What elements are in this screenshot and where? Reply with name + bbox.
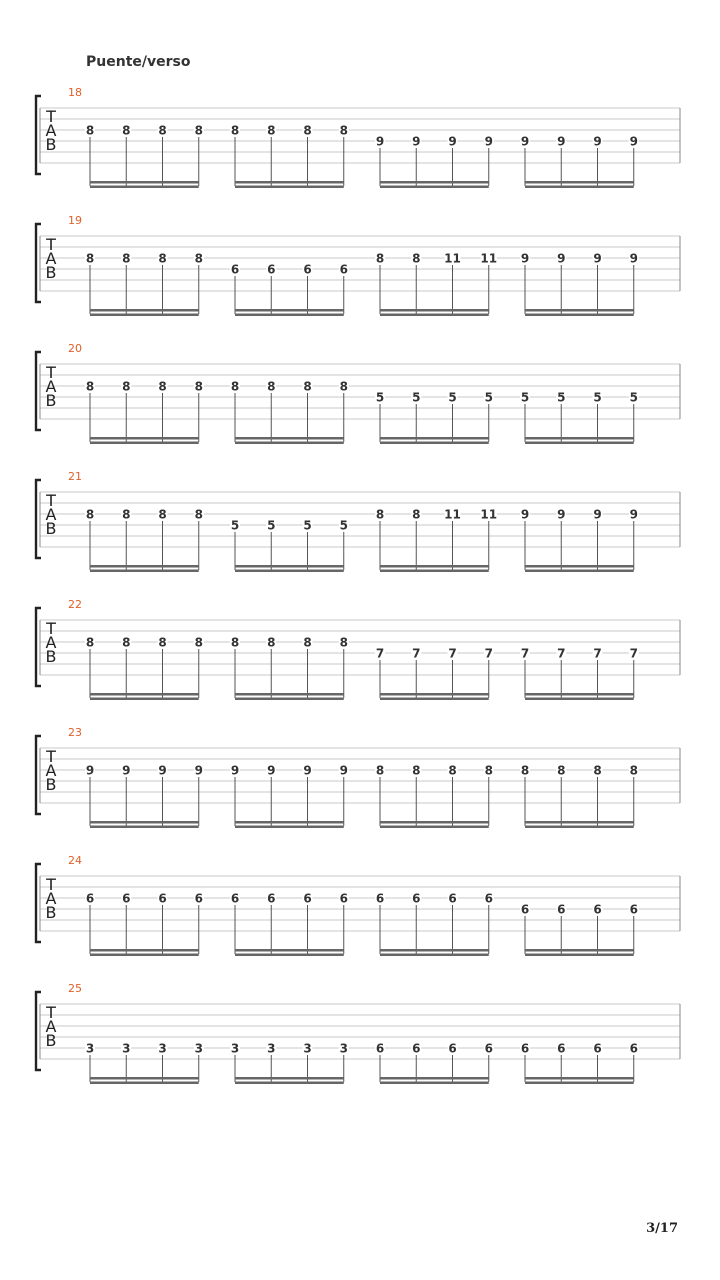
tab-system [36, 342, 680, 444]
fret-number: 8 [339, 635, 348, 650]
fret-number: 9 [448, 134, 457, 149]
beam [235, 949, 344, 952]
fret-number: 11 [444, 507, 461, 522]
fret-number: 7 [375, 646, 385, 661]
fret-number: 9 [230, 763, 240, 778]
beam [525, 821, 634, 824]
beam [235, 821, 344, 824]
beam [90, 442, 199, 445]
fret-number: 8 [339, 379, 348, 394]
fret-number: 8 [158, 635, 167, 650]
fret-number: 8 [122, 507, 131, 522]
beam [90, 309, 199, 312]
beam [525, 1077, 634, 1080]
beam [525, 186, 634, 189]
fret-number: 9 [629, 507, 638, 522]
beam [380, 570, 489, 573]
fret-number: 3 [267, 1041, 276, 1056]
tab-clef-letter: B [45, 1031, 57, 1050]
beam [380, 1077, 489, 1080]
beam [90, 821, 199, 824]
fret-number: 8 [375, 507, 385, 522]
fret-number: 3 [85, 1041, 95, 1056]
beam [380, 309, 489, 312]
fret-number: 6 [303, 262, 312, 277]
beam [90, 1082, 199, 1085]
measure-number: 20 [68, 342, 82, 355]
fret-number: 5 [375, 390, 385, 405]
fret-number: 5 [303, 518, 312, 533]
measure-number: 25 [68, 982, 82, 995]
fret-number: 3 [194, 1041, 203, 1056]
beam [90, 565, 199, 568]
beam [235, 954, 344, 957]
fret-number: 8 [85, 379, 95, 394]
fret-number: 6 [158, 891, 167, 906]
tab-clef-letter: B [45, 391, 57, 410]
beam [90, 826, 199, 829]
beam [90, 1077, 199, 1080]
fret-number: 5 [412, 390, 421, 405]
beam [380, 1082, 489, 1085]
beam [235, 1082, 344, 1085]
beam [90, 949, 199, 952]
fret-number: 6 [557, 1041, 566, 1056]
fret-number: 8 [194, 123, 203, 138]
fret-number: 8 [85, 123, 95, 138]
fret-number: 3 [339, 1041, 348, 1056]
fret-number: 11 [480, 507, 498, 522]
beam [235, 314, 344, 317]
fret-number: 5 [520, 390, 530, 405]
beam [380, 181, 489, 184]
fret-number: 7 [448, 646, 457, 661]
beam [525, 698, 634, 701]
beam [380, 693, 489, 696]
fret-number: 8 [158, 507, 167, 522]
fret-number: 8 [303, 123, 312, 138]
fret-number: 9 [593, 507, 602, 522]
fret-number: 8 [412, 251, 421, 266]
fret-number: 6 [629, 1041, 638, 1056]
beam [525, 826, 634, 829]
tab-clef-letter: A [45, 121, 57, 140]
measure-number: 18 [68, 86, 82, 99]
fret-number: 8 [122, 635, 131, 650]
fret-number: 5 [593, 390, 602, 405]
beam [380, 826, 489, 829]
tab-clef-letter: A [45, 249, 57, 268]
beam [525, 954, 634, 957]
fret-number: 5 [448, 390, 457, 405]
fret-number: 6 [520, 902, 530, 917]
tab-clef-letter: A [45, 377, 57, 396]
fret-number: 6 [230, 262, 240, 277]
measure-number: 23 [68, 726, 82, 739]
measure-number: 24 [68, 854, 82, 867]
fret-number: 8 [303, 379, 312, 394]
fret-number: 9 [629, 251, 638, 266]
fret-number: 9 [412, 134, 421, 149]
fret-number: 5 [267, 518, 276, 533]
fret-number: 8 [412, 763, 421, 778]
fret-number: 8 [557, 763, 566, 778]
beam [235, 181, 344, 184]
tab-clef-letter: B [45, 903, 57, 922]
tab-clef-letter: B [45, 135, 57, 154]
beam [235, 693, 344, 696]
tab-system [36, 86, 680, 188]
beam [235, 1077, 344, 1080]
tab-clef-letter: B [45, 647, 57, 666]
beam [525, 314, 634, 317]
tab-clef-letter: T [46, 747, 56, 766]
fret-number: 9 [520, 507, 530, 522]
beam [90, 314, 199, 317]
tab-clef-letter: A [45, 505, 57, 524]
tab-clef-letter: B [45, 519, 57, 538]
beam [90, 693, 199, 696]
tab-clef-letter: T [46, 875, 56, 894]
fret-number: 8 [158, 123, 167, 138]
fret-number: 6 [593, 902, 602, 917]
fret-number: 9 [557, 507, 566, 522]
fret-number: 6 [484, 891, 493, 906]
tab-clef-letter: A [45, 1017, 57, 1036]
fret-number: 8 [85, 507, 95, 522]
fret-number: 11 [480, 251, 498, 266]
fret-number: 5 [230, 518, 240, 533]
fret-number: 6 [375, 891, 385, 906]
tab-clef-letter: T [46, 1003, 56, 1022]
tab-clef-letter: T [46, 235, 56, 254]
fret-number: 5 [484, 390, 493, 405]
beam [525, 949, 634, 952]
fret-number: 6 [339, 262, 348, 277]
fret-number: 6 [122, 891, 131, 906]
beam [380, 314, 489, 317]
beam [380, 565, 489, 568]
fret-number: 8 [520, 763, 530, 778]
fret-number: 6 [85, 891, 95, 906]
fret-number: 9 [629, 134, 638, 149]
beam [525, 570, 634, 573]
beam [90, 570, 199, 573]
fret-number: 8 [375, 251, 385, 266]
beam [235, 565, 344, 568]
fret-number: 6 [629, 902, 638, 917]
fret-number: 6 [303, 891, 312, 906]
beam [90, 954, 199, 957]
beam [380, 437, 489, 440]
fret-number: 8 [122, 123, 131, 138]
tab-system [36, 470, 680, 572]
fret-number: 9 [122, 763, 131, 778]
measure-number: 19 [68, 214, 82, 227]
fret-number: 9 [557, 134, 566, 149]
fret-number: 8 [303, 635, 312, 650]
fret-number: 6 [448, 1041, 457, 1056]
fret-number: 8 [122, 379, 131, 394]
beam [235, 309, 344, 312]
fret-number: 6 [484, 1041, 493, 1056]
fret-number: 6 [375, 1041, 385, 1056]
tab-system [36, 214, 680, 316]
fret-number: 11 [444, 251, 461, 266]
fret-number: 8 [267, 123, 276, 138]
measure-number: 22 [68, 598, 82, 611]
fret-number: 9 [194, 763, 203, 778]
fret-number: 9 [593, 251, 602, 266]
fret-number: 9 [484, 134, 493, 149]
fret-number: 8 [122, 251, 131, 266]
fret-number: 8 [194, 379, 203, 394]
tab-clef-letter: T [46, 491, 56, 510]
beam [380, 698, 489, 701]
beam [380, 954, 489, 957]
beam [525, 181, 634, 184]
fret-number: 5 [557, 390, 566, 405]
fret-number: 8 [230, 635, 240, 650]
fret-number: 9 [375, 134, 385, 149]
fret-number: 8 [194, 251, 203, 266]
fret-number: 6 [593, 1041, 602, 1056]
fret-number: 7 [520, 646, 530, 661]
fret-number: 3 [303, 1041, 312, 1056]
tab-clef-letter: B [45, 775, 57, 794]
tab-clef-letter: A [45, 889, 57, 908]
fret-number: 8 [267, 379, 276, 394]
fret-number: 3 [122, 1041, 131, 1056]
page-number: 3/17 [646, 1221, 678, 1236]
tab-clef-letter: T [46, 363, 56, 382]
fret-number: 8 [593, 763, 602, 778]
beam [235, 437, 344, 440]
fret-number: 8 [375, 763, 385, 778]
fret-number: 9 [593, 134, 602, 149]
tab-system [36, 982, 680, 1084]
beam [235, 698, 344, 701]
fret-number: 5 [629, 390, 638, 405]
fret-number: 6 [339, 891, 348, 906]
fret-number: 8 [448, 763, 457, 778]
fret-number: 6 [194, 891, 203, 906]
fret-number: 8 [484, 763, 493, 778]
fret-number: 9 [158, 763, 167, 778]
fret-number: 9 [520, 134, 530, 149]
fret-number: 6 [267, 262, 276, 277]
fret-number: 9 [557, 251, 566, 266]
fret-number: 6 [412, 891, 421, 906]
beam [380, 442, 489, 445]
fret-number: 9 [85, 763, 95, 778]
fret-number: 8 [194, 507, 203, 522]
fret-number: 8 [267, 635, 276, 650]
tab-clef-letter: A [45, 633, 57, 652]
fret-number: 8 [230, 123, 240, 138]
beam [525, 309, 634, 312]
tab-system [36, 854, 680, 956]
fret-number: 6 [557, 902, 566, 917]
beam [525, 1082, 634, 1085]
beam [90, 698, 199, 701]
beam [525, 565, 634, 568]
fret-number: 7 [484, 646, 493, 661]
fret-number: 8 [158, 379, 167, 394]
beam [525, 693, 634, 696]
beam [235, 442, 344, 445]
fret-number: 7 [629, 646, 638, 661]
fret-number: 7 [557, 646, 566, 661]
beam [525, 442, 634, 445]
beam [235, 826, 344, 829]
fret-number: 8 [85, 635, 95, 650]
beam [90, 181, 199, 184]
fret-number: 9 [303, 763, 312, 778]
fret-number: 6 [448, 891, 457, 906]
beam [90, 437, 199, 440]
fret-number: 9 [520, 251, 530, 266]
beam [90, 186, 199, 189]
tab-system [36, 598, 680, 700]
fret-number: 6 [412, 1041, 421, 1056]
fret-number: 8 [85, 251, 95, 266]
fret-number: 9 [339, 763, 348, 778]
beam [380, 821, 489, 824]
fret-number: 5 [339, 518, 348, 533]
tab-clef-letter: T [46, 619, 56, 638]
tab-clef-letter: A [45, 761, 57, 780]
fret-number: 3 [158, 1041, 167, 1056]
fret-number: 6 [267, 891, 276, 906]
tab-clef-letter: B [45, 263, 57, 282]
beam [380, 186, 489, 189]
fret-number: 7 [593, 646, 602, 661]
beam [380, 949, 489, 952]
fret-number: 8 [412, 507, 421, 522]
fret-number: 7 [412, 646, 421, 661]
tab-clef-letter: T [46, 107, 56, 126]
fret-number: 8 [230, 379, 240, 394]
fret-number: 9 [267, 763, 276, 778]
beam [235, 570, 344, 573]
fret-number: 8 [194, 635, 203, 650]
fret-number: 6 [230, 891, 240, 906]
fret-number: 8 [158, 251, 167, 266]
fret-number: 6 [520, 1041, 530, 1056]
section-title: Puente/verso [86, 54, 191, 70]
fret-number: 8 [339, 123, 348, 138]
beam [235, 186, 344, 189]
fret-number: 8 [629, 763, 638, 778]
fret-number: 3 [230, 1041, 240, 1056]
tab-system [36, 726, 680, 828]
measure-number: 21 [68, 470, 82, 483]
beam [525, 437, 634, 440]
